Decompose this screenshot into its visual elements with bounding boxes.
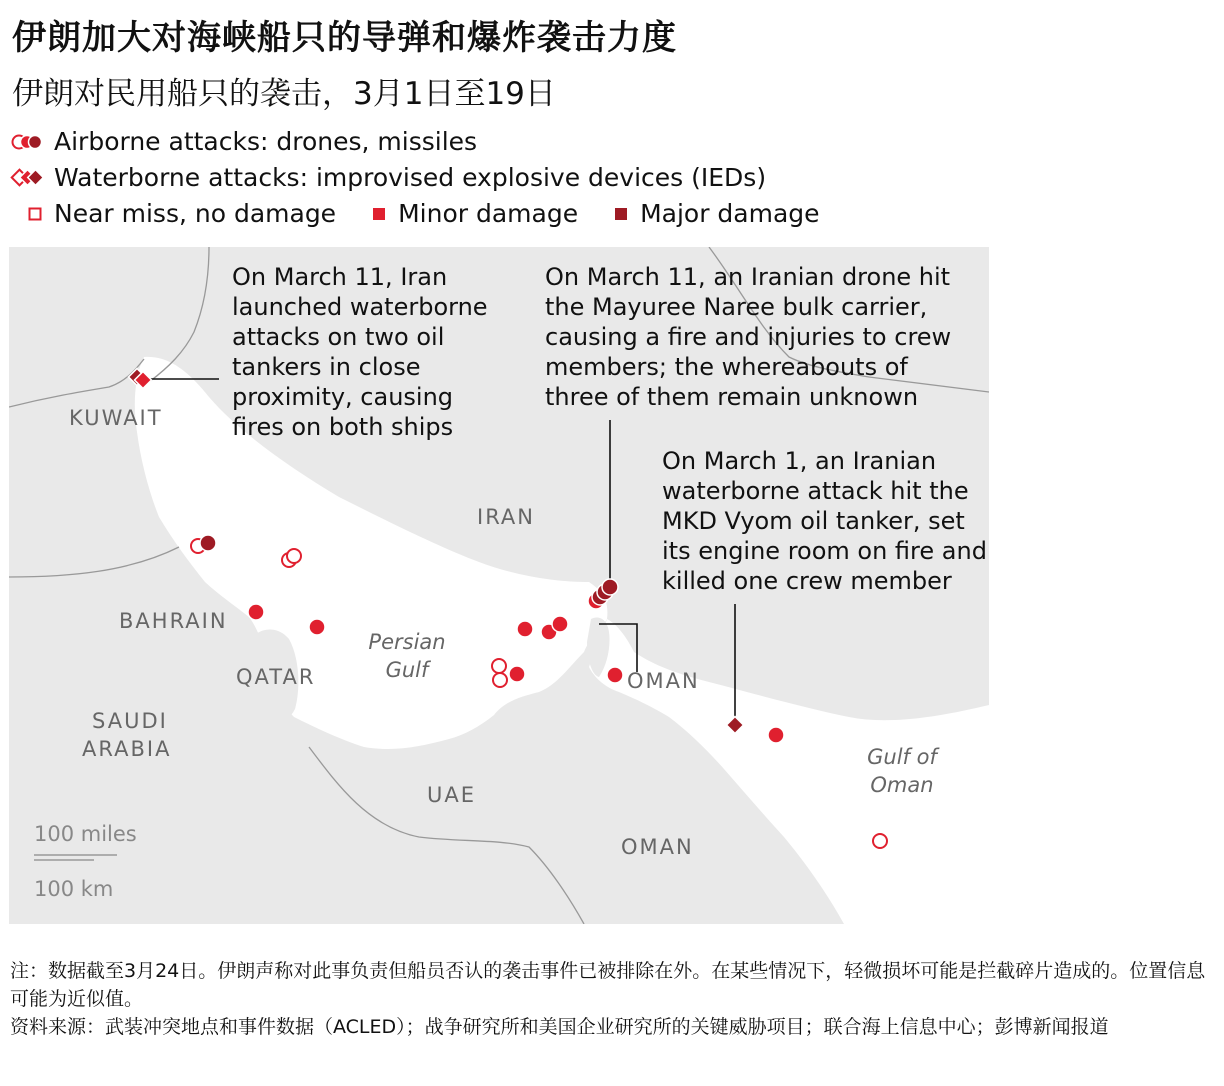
annotation-kuwait-line: tankers in close xyxy=(232,353,421,381)
attack-marker-qatar xyxy=(309,619,325,635)
attack-marker-hormuz-4 xyxy=(602,579,618,595)
label-oman-north: OMAN xyxy=(627,669,700,693)
attack-marker-bahrain xyxy=(248,604,264,620)
major-damage-swatch-icon xyxy=(614,207,628,221)
label-qatar: QATAR xyxy=(236,665,316,689)
annotation-gulf-oman xyxy=(662,446,987,596)
annotation-kuwait-line: attacks on two oil xyxy=(232,323,445,351)
legend-waterborne xyxy=(10,163,766,192)
footer xyxy=(10,957,1215,1041)
attack-marker-gulf-oman-near xyxy=(873,834,887,848)
attack-marker-musandam xyxy=(607,667,623,683)
attack-marker-gulf-oman-minor xyxy=(768,727,784,743)
annotation-kuwait-line: fires on both ships xyxy=(232,413,454,441)
attack-marker-uae-1 xyxy=(492,659,506,673)
scale-miles-label: 100 miles xyxy=(34,822,137,846)
annotation-kuwait-line: launched waterborne xyxy=(232,293,488,321)
annotation-oman-line: waterborne attack hit the xyxy=(662,477,969,505)
annotation-oman-line: On March 1, an Iranian xyxy=(662,447,937,475)
annotation-kuwait-line: proximity, causing xyxy=(232,383,454,411)
legend-waterborne-label: Waterborne attacks: improvised explosive devices (IEDs) xyxy=(54,163,767,192)
chart-subtitle: 伊朗对民用船只的袭击，3月1日至19日 xyxy=(12,76,556,112)
minor-damage-swatch-icon xyxy=(372,207,386,221)
legend-airborne xyxy=(10,127,477,156)
label-persian-gulf-1: Persian xyxy=(368,630,446,654)
annotation-oman-line: killed one crew member xyxy=(662,567,952,595)
near-miss-swatch-icon xyxy=(28,207,42,221)
annotation-hormuz-line: members; the whereabouts of xyxy=(545,353,908,381)
footer-note: 注：数据截至3月24日。伊朗声称对此事负责但船员否认的袭击事件已被排除在外。在某些情况下，轻微损坏可能是拦截碎片造成的。位置信息可能为近似值。 xyxy=(10,960,1206,1010)
legend-airborne-label: Airborne attacks: drones, missiles xyxy=(54,127,478,156)
annotation-hormuz-line: causing a fire and injuries to crew xyxy=(545,323,952,351)
label-kuwait: KUWAIT xyxy=(69,406,163,430)
label-iran: IRAN xyxy=(477,505,536,529)
footer-source: 资料来源：武装冲突地点和事件数据（ACLED）；战争研究所和美国企业研究所的关键威胁项目；联合海上信息中心；彭博新闻报道 xyxy=(10,1016,1109,1038)
attack-marker-south-gulf-1 xyxy=(517,621,533,637)
airborne-symbol-icon xyxy=(10,130,46,154)
scale-km-label: 100 km xyxy=(34,877,114,901)
annotation-kuwait xyxy=(232,262,488,442)
annotation-oman-line: its engine room on fire and xyxy=(662,537,987,565)
legend-damage xyxy=(28,199,856,228)
legend-minor-label: Minor damage xyxy=(398,199,579,228)
annotation-kuwait-line: On March 11, Iran xyxy=(232,263,448,291)
annotation-hormuz-line: On March 11, an Iranian drone hit xyxy=(545,263,951,291)
label-uae: UAE xyxy=(427,783,477,807)
attack-marker-uae-2 xyxy=(493,673,507,687)
legend-near-miss-label: Near miss, no damage xyxy=(54,199,337,228)
attack-marker-central-gulf-2 xyxy=(287,549,301,563)
label-persian-gulf-2: Gulf xyxy=(385,658,429,682)
annotation-hormuz-line: three of them remain unknown xyxy=(545,383,919,411)
label-gulf-oman-1: Gulf of xyxy=(867,745,937,769)
attack-marker-south-gulf-3 xyxy=(552,616,568,632)
attack-marker-north-gulf-2 xyxy=(200,535,216,551)
annotation-hormuz-line: the Mayuree Naree bulk carrier, xyxy=(545,293,928,321)
label-bahrain: BAHRAIN xyxy=(119,609,228,633)
waterborne-symbol-icon xyxy=(10,166,46,190)
label-oman-south: OMAN xyxy=(621,835,694,859)
label-gulf-oman-2: Oman xyxy=(870,773,934,797)
label-saudi-1: SAUDI xyxy=(92,709,168,733)
chart-title: 伊朗加大对海峡船只的导弹和爆炸袭击力度 xyxy=(12,18,677,58)
attack-marker-uae-3 xyxy=(509,666,525,682)
annotation-oman-line: MKD Vyom oil tanker, set xyxy=(662,507,965,535)
label-saudi-2: ARABIA xyxy=(82,737,172,761)
legend-major-label: Major damage xyxy=(640,199,820,228)
annotation-hormuz xyxy=(545,262,951,412)
